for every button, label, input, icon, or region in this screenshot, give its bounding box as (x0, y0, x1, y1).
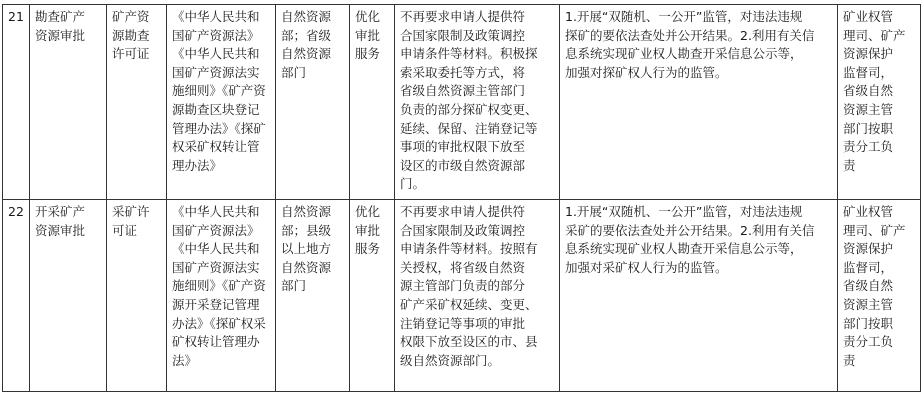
legal-basis-cell: 《中华人民共和 国矿产资源法》 《中华人民共和 国矿产资源法实 施细则》《矿产资 源勘查区块登记 管理办法》《探矿 权采矿权转让管 理办法》 (167, 5, 276, 200)
row-number: 22 (3, 200, 30, 392)
reform-mode-cell: 优化 审批 服务 (350, 200, 395, 392)
reform-mode-cell: 优化 审批 服务 (350, 5, 395, 200)
item-name-cell: 开采矿产 资源审批 (30, 200, 107, 392)
responsible-office-cell: 矿业权管 理司、矿产 资源保护 监督司， 省级自然 资源主管 部门按职 责分工负 责 (838, 200, 921, 392)
approval-items-table (2, 4, 921, 392)
permit-name-cell: 采矿许 可证 (107, 200, 167, 392)
table-row (3, 200, 921, 392)
row-number: 21 (3, 5, 30, 200)
responsible-office-cell: 矿业权管 理司、矿产 资源保护 监督司， 省级自然 资源主管 部门按职 责分工负 责 (838, 5, 921, 200)
approval-department-cell: 自然资源 部；省级 自然资源 部门 (276, 5, 350, 200)
item-name-cell: 勘查矿产 资源审批 (30, 5, 107, 200)
legal-basis-cell: 《中华人民共和 国矿产资源法》 《中华人民共和 国矿产资源法实 施细则》《矿产资 源开采登记管理 办法》《探矿权采 矿权转让管理办 法》 (167, 200, 276, 392)
table-row (3, 5, 921, 200)
reform-measures-cell: 不再要求申请人提供符 合国家限制及政策调控 申请条件等材料。按照有 关授权，将省级自然资 源主管部门负责的部分 矿产采矿权延续、变更、 注销登记等事项的审批 权限下放至设区的市、县 级自然资源部门。 (395, 200, 560, 392)
permit-name-cell: 矿产资 源勘查 许可证 (107, 5, 167, 200)
supervision-measures-cell: 1.开展“双随机、一公开”监管，对违法违规 探矿的要依法查处并公开结果。2.利用有关信 息系统实现矿业权人勘查开采信息公示等， 加强对探矿权人行为的监管。 (560, 5, 838, 200)
reform-measures-cell: 不再要求申请人提供符 合国家限制及政策调控 申请条件等材料。积极探 索采取委托等方式，将 省级自然资源主管部门 负责的部分探矿权变更、 延续、保留、注销登记等 事项的审批权限下放至 设区的市级自然资源部 门。 (395, 5, 560, 200)
approval-department-cell: 自然资源 部；县级 以上地方 自然资源 部门 (276, 200, 350, 392)
supervision-measures-cell: 1.开展“双随机、一公开”监管，对违法违规 采矿的要依法查处并公开结果。2.利用有关信 息系统实现矿业权人勘查开采信息公示等， 加强对采矿权人行为的监管。 (560, 200, 838, 392)
